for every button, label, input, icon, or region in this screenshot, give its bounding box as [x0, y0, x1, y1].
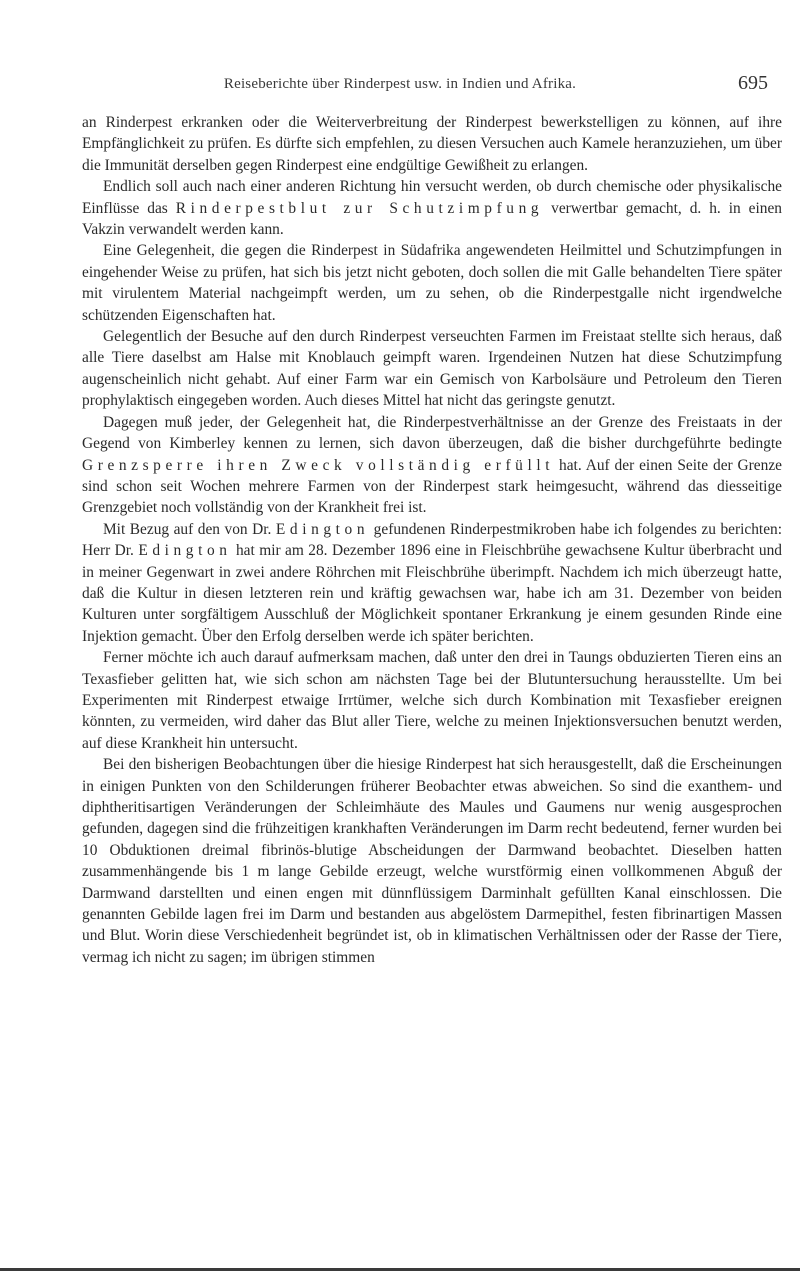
paragraph-4: [82, 326, 782, 412]
bottom-edge-rule: [0, 1268, 800, 1271]
author-name-spaced: Edington: [138, 542, 232, 560]
text-segment: hat mir am 28. Dezember 1896 eine in Fleischbrühe gewachsene Kultur überbracht und in meiner Gegenwart in zwei andere Röhrchen mit Fleischbrühe überimpft. Nachdem ich mich überzeugt hatte, daß die Kultur in diesen letzteren rein und kräftig gewachsen war, habe ich am 31. Dezember von beiden Kulturen unter sorgfältigem Ausschluß der Möglichkeit spontaner Erkrankung je einem gesunden Rinde eine Injektion gemacht. Über den Erfolg derselben werde ich später berichten.: [82, 542, 782, 645]
author-name-spaced: Edington: [275, 520, 370, 538]
text-segment: hat. Auf der einen Seite der Grenze sind schon seit Wochen mehrere Farmen von der Rinderpest stark heimgesucht, während das diesseitige Grenzgebiet noch vollständig von der Krankheit frei ist.: [82, 456, 782, 517]
text-segment: Mit Bezug auf den von Dr.: [103, 520, 276, 538]
emphasis-spaced: Grenzsperre ihren Zweck vollständig erfüllt: [82, 456, 555, 474]
paragraph-1: [82, 112, 782, 176]
text-segment: Ferner möchte ich auch darauf aufmerksam machen, daß unter den drei in Taungs obduzierten Tieren eins an Texasfieber gelitten hat, wie sich schon am nächsten Tage bei der Blutuntersuchung herausstellte. Um bei Experimenten mit Rinderpest etwaige Irrtümer, welche sich durch Kombination mit Texasfieber ereignen könnten, zu vermeiden, wird daher das Blut aller Tiere, welche zu meinen Injektionsversuchen benutzt werden, auf diese Krankheit hin untersucht.: [82, 649, 782, 752]
text-segment: Gelegentlich der Besuche auf den durch Rinderpest verseuchten Farmen im Freistaat stellte sich heraus, daß alle Tiere daselbst am Halse mit Knoblauch geimpft waren. Irgendeinen Nutzen hat diese Schutzimpfung augenscheinlich nicht gehabt. Auf einer Farm war ein Gemisch von Karbolsäure und Petroleum den Tieren prophylaktisch eingegeben worden. Auch dieses Mittel hat nicht das geringste genutzt.: [82, 328, 782, 410]
paragraph-2: [82, 176, 782, 240]
text-segment: Bei den bisherigen Beobachtungen über die hiesige Rinderpest hat sich herausgestellt, daß die Erscheinungen in einigen Punkten von den Schilderungen früherer Beobachter etwas abweichen. So sind die exanthem- und diphtheritisartigen Veränderungen der Schleimhäute des Maules und Gaumens nur wenig ausgesprochen gefunden, dagegen sind die frühzeitigen krankhaften Veränderungen im Darm recht bedeutend, ferner wurden bei 10 Obduktionen dreimal fibrinös-blutige Abscheidungen der Darmwand beobachtet. Dieselben hatten zusammenhängende bis 1 m lange Gebilde erzeugt, welche wurstförmig einen vollkommenen Abguß der Darmwand darstellten und einen engen mit dünnflüssigem Darminhalt gefüllten Kanal einschlossen. Die genannten Gebilde lagen frei im Darm und bestanden aus abgelöstem Darmepithel, festen fibrinartigen Massen und Blut. Worin diese Verschiedenheit begründet ist, ob in klimatischen Verhältnissen oder der Rasse der Tiere, vermag ich nicht zu sagen; im übrigen stimmen: [82, 756, 782, 966]
body-text: [82, 112, 782, 968]
paragraph-8: [82, 754, 782, 968]
text-segment: an Rinderpest erkranken oder die Weiterverbreitung der Rinderpest bewerkstelligen zu können, auf ihre Empfänglichkeit zu prüfen. Es dürfte sich empfehlen, zu diesen Versuchen auch Kamele heranzuziehen, um über die Immunität derselben gegen Rinderpest eine endgültige Gewißheit zu erlangen.: [82, 114, 782, 174]
paragraph-7: [82, 647, 782, 754]
text-segment: Endlich soll auch nach einer anderen Richtung hin versucht werden, ob durch chemische oder physikalische Einflüsse das: [82, 178, 782, 217]
paragraph-5: [82, 412, 782, 519]
running-header: Reiseberichte über Rinderpest usw. in Indien und Afrika.: [223, 76, 577, 92]
emphasis-spaced: Rinderpestblut zur Schutzimpfung: [175, 199, 544, 217]
page-number: 695: [738, 72, 768, 94]
text-segment: verwertbar gemacht, d. h. in einen Vakzin verwandelt werden kann.: [82, 199, 782, 239]
text-segment: Eine Gelegenheit, die gegen die Rinderpest in Südafrika angewendeten Heilmittel und Schutzimpfungen in eingehender Weise zu prüfen, hat sich bis jetzt nicht geboten, doch sollen die mit Galle behandelten Tiere später mit virulentem Material nachgeimpft werden, um zu sehen, ob die Rinderpestgalle nicht irgendwelche schützenden Eigenschaften hat.: [82, 242, 782, 324]
paragraph-6: [82, 519, 782, 647]
paragraph-3: [82, 240, 782, 326]
text-segment: Dagegen muß jeder, der Gelegenheit hat, die Rinderpestverhältnisse an der Grenze des Freistaats in der Gegend von Kimberley kennen zu lernen, sich davon überzeugen, daß die bisher durchgeführte bedingte: [82, 413, 782, 453]
text-segment: gefundenen Rinderpestmikroben habe ich folgendes zu berichten: Herr Dr.: [82, 520, 783, 560]
